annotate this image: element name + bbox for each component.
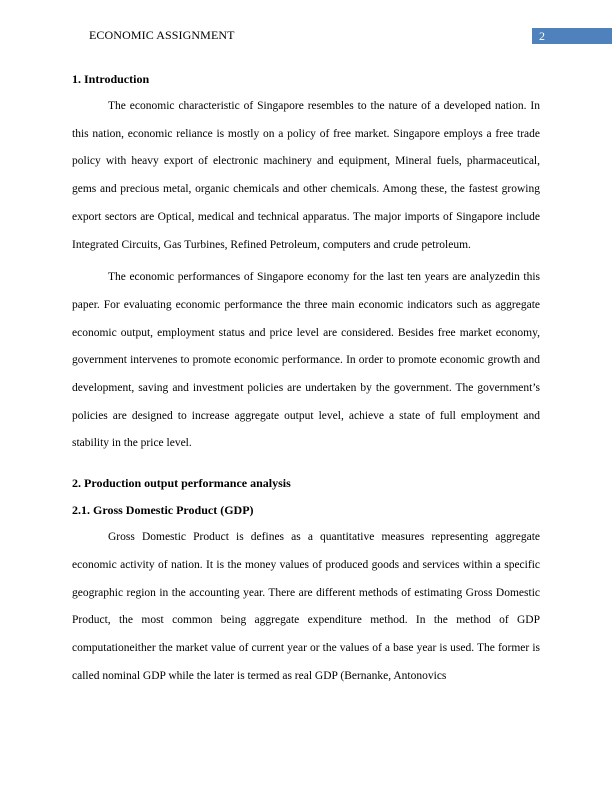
paragraph-gdp-1: Gross Domestic Product is defines as a quantitative measures representing aggregate economic activity of nation. It is the money values of produced goods and services within a specific geographic region in the accounting year. There are different methods of estimating Gross Domestic Product, the most common being aggregate expenditure method. In the method of GDP computationeither the market value of current year or the values of a base year is used. The former is called nominal GDP while the later is termed as real GDP (Bernanke, Antonovics — [72, 531, 540, 682]
paragraph-intro-1: The economic characteristic of Singapore resembles to the nature of a developed nation. In this nation, economic reliance is mostly on a policy of free market. Singapore employs a free trade policy with heavy export of electronic machinery and equipment, Mineral fuels, pharmaceutical, gems and precious metal, organic chemicals and other chemicals. Among these, the fastest growing export sectors are Optical, medical and technical apparatus. The major imports of Singapore include Integrated Circuits, Gas Turbines, Refined Petroleum, computers and crude petroleum. — [72, 100, 540, 251]
subsection-heading-gdp: 2.1. Gross Domestic Product (GDP) — [72, 503, 254, 518]
running-header-title: ECONOMIC ASSIGNMENT — [89, 28, 235, 42]
paragraph-intro-2: The economic performances of Singapore economy for the last ten years are analyzedin this paper. For evaluating economic performance the three main economic indicators such as aggregate economic output, employment status and price level are considered. Besides free market economy, government intervenes to promote economic performance. In order to promote economic growth and development, saving and investment policies are undertaken by the government. The government’s policies are designed to increase aggregate output level, achieve a state of full employment and stability in the price level. — [72, 271, 540, 450]
document-body — [72, 66, 540, 695]
section-heading-production: 2. Production output performance analysis — [72, 476, 291, 491]
section-heading-introduction: 1. Introduction — [72, 72, 150, 86]
page-number: 2 — [532, 28, 612, 44]
